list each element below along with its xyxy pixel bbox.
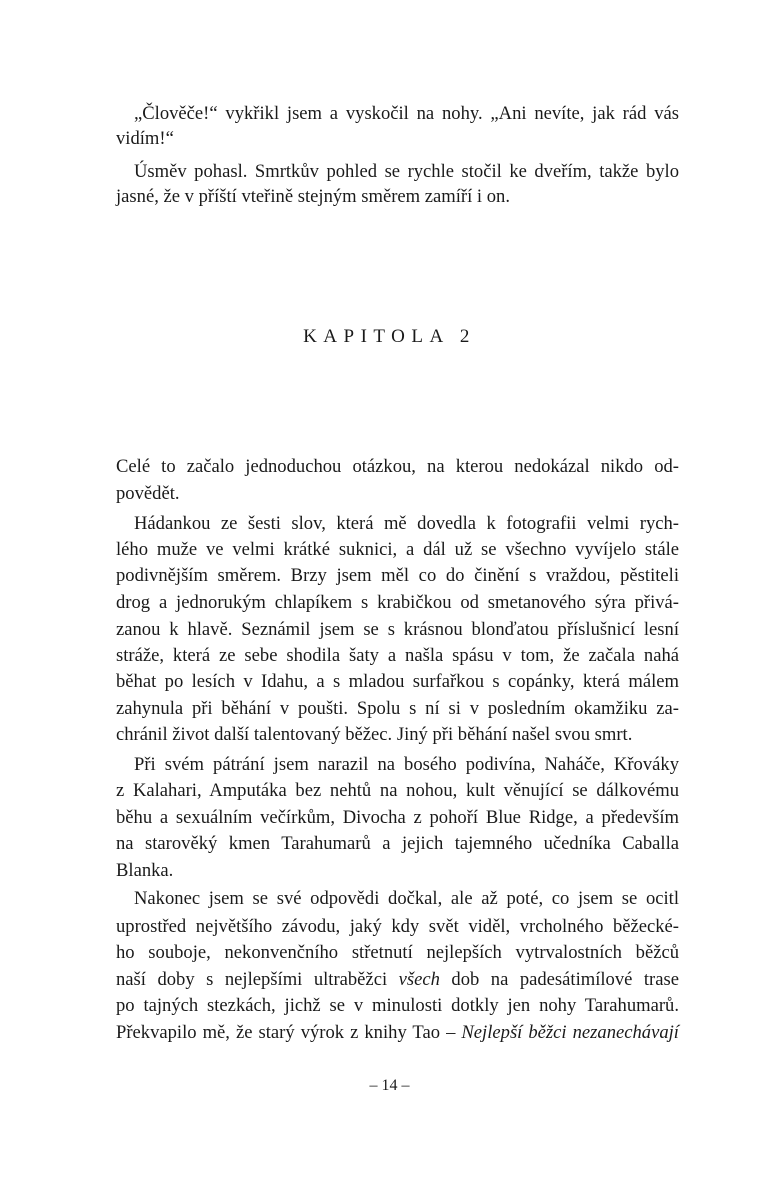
text-line: Blanka. xyxy=(116,860,174,881)
chapter-heading: KAPITOLA 2 xyxy=(303,326,476,347)
text-span: dob na padesátimílové trase xyxy=(451,969,679,990)
italic-text: všech xyxy=(398,969,440,990)
text-line: na starověký kmen Tarahumarů a jejich tajemného učedníka Caballa xyxy=(116,833,679,854)
text-line: Nakonec jsem se své odpovědi dočkal, ale až poté, co jsem se ocitl xyxy=(134,888,679,909)
text-line: lého muže ve velmi krátké suknici, a dál už se všechno vyvíjelo stále xyxy=(116,539,679,560)
text-line: Celé to začalo jednoduchou otázkou, na kterou nedokázal nikdo od- xyxy=(116,456,679,477)
text-line: ho souboje, nekonvenčního střetnutí nejlepších vytrvalostních běžců xyxy=(116,942,679,963)
text-line: drog a jednorukým chlapíkem s krabičkou od smetanového sýra přivá- xyxy=(116,592,679,613)
text-line: z Kalahari, Amputáka bez nehtů na nohou, kult věnující se dálkovému xyxy=(116,780,679,801)
text-line: chránil život další talentovaný běžec. Jiný při běhání našel svou smrt. xyxy=(116,724,633,745)
text-line: uprostřed největšího závodu, jaký kdy svět viděl, vrcholného běžecké- xyxy=(116,916,679,937)
text-line: po tajných stezkách, jichž se v minulosti dotkly jen nohy Tarahumarů. xyxy=(116,995,679,1016)
text-span: Překvapilo mě, že starý výrok z knihy Tao – xyxy=(116,1022,456,1043)
text-line: zahynula při běhání v poušti. Spolu s ní si v posledním okamžiku za- xyxy=(116,698,679,719)
text-line: vidím!“ xyxy=(116,128,174,149)
text-line: Hádankou ze šesti slov, která mě dovedla k fotografii velmi rych- xyxy=(134,513,679,534)
text-line: stráže, která ze sebe shodila šaty a našla spásu v tom, že začala nahá xyxy=(116,645,679,666)
italic-text: Nejlepší běžci nezanechávají xyxy=(461,1022,679,1043)
text-line: podivnějším směrem. Brzy jsem měl co do činění s vraždou, pěstiteli xyxy=(116,565,679,586)
text-line xyxy=(116,967,679,993)
text-line: Při svém pátrání jsem narazil na bosého podivína, Naháče, Křováky xyxy=(134,754,679,775)
text-line: zanou k hlavě. Seznámil jsem se s krásnou blonďatou příslušnicí lesní xyxy=(116,619,679,640)
text-span: naší doby s nejlepšími ultraběžci xyxy=(116,969,388,990)
page-number: – 14 – xyxy=(369,1077,410,1094)
text-line xyxy=(116,1020,679,1046)
text-line: „Člověče!“ vykřikl jsem a vyskočil na nohy. „Ani nevíte, jak rád vás xyxy=(134,103,679,124)
text-line: povědět. xyxy=(116,483,180,504)
text-line: jasné, že v příští vteřině stejným směrem zamíří i on. xyxy=(116,186,510,207)
text-line: Úsměv pohasl. Smrtkův pohled se rychle stočil ke dveřím, takže bylo xyxy=(134,161,679,182)
text-line: běhu a sexuálním večírkům, Divocha z pohoří Blue Ridge, a především xyxy=(116,807,679,828)
text-line: běhat po lesích v Idahu, a s mladou surfařkou s copánky, která málem xyxy=(116,671,679,692)
